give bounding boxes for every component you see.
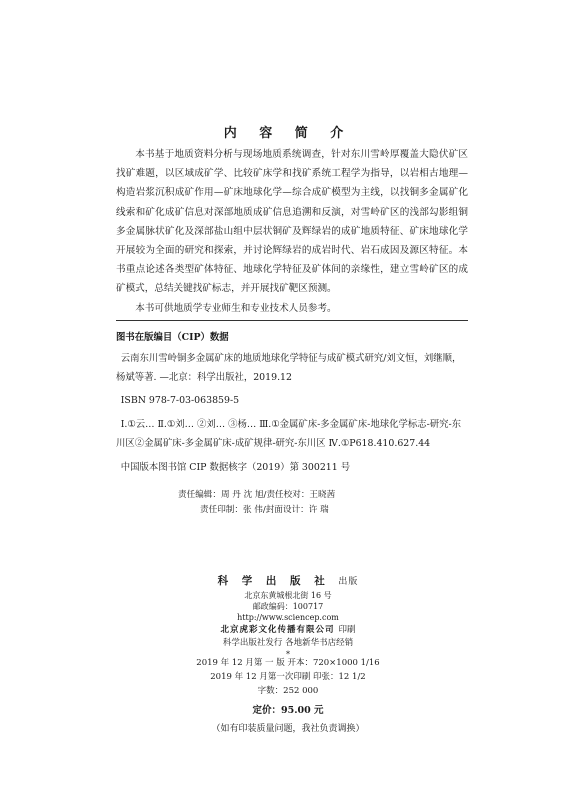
price-line: 定价：95.00 元 — [252, 705, 324, 716]
publisher-block — [0, 574, 576, 660]
publisher-postcode: 邮政编码：100717 — [252, 602, 324, 611]
publisher-name — [0, 574, 576, 590]
cip-data-block — [116, 329, 468, 478]
editors-label: 责任编辑： — [178, 490, 221, 500]
distribution-line: 科学出版社发行 各地新华书店经销 — [222, 638, 354, 648]
separator-mark: * — [286, 650, 290, 659]
cip-title-line: 云南东川雪岭铜多金属矿床的地质地球化学特征与成矿模式研究/刘文恒，刘继顺，杨斌等著. —北京：科学出版社，2019.12 — [116, 352, 462, 383]
cip-isbn: ISBN 978-7-03-063859-5 — [120, 395, 240, 407]
summary-text — [116, 145, 468, 318]
cip-classification: Ⅰ.①云… Ⅱ.①刘… ②刘… ③杨… Ⅲ.①金属矿床-多金属矿床-地球化学标志-研究-东川区②金属矿床-多金属矿床-成矿规律-研究-东川区 Ⅳ.①P618.410.627.44 — [116, 419, 462, 449]
wordcount-line: 字数：252 000 — [257, 686, 319, 696]
editors-names: 周 丹 沈 旭/责任校对：王晓茜 — [220, 490, 336, 500]
cip-library-number: 中国版本图书馆 CIP 数据核字（2019）第 300211 号 — [120, 461, 351, 473]
cip-heading: 图书在版编目（CIP）数据 — [116, 332, 229, 343]
publisher-name-suffix: 出版 — [338, 577, 359, 587]
printing-credits-row — [178, 503, 468, 518]
publisher-website: http://www.sciencep.com — [237, 613, 339, 622]
publisher-address: 北京东黄城根北街 16 号 — [244, 591, 332, 600]
printer-name-text: 北京虎彩文化传播有限公司 — [220, 625, 335, 635]
printer-name — [0, 623, 576, 637]
printer-name-suffix: 印刷 — [338, 625, 356, 635]
summary-paragraph-1: 本书基于地质资料分析与现场地质系统调查，针对东川雪岭厚覆盖大隐伏矿区找矿难题，以区域成矿学、比较矿床学和找矿系统工程学为指导，以岩相古地理—构造岩浆沉积成矿作用—矿床地球化学—综合成矿模型为主线，以找铜多金属矿化线索和矿化成矿信息对深部地质成矿信息追溯和反演，对雪岭矿区的浅部勾影组铜多金属脉状矿化及深部盐山组中层状铜矿及辉绿岩的成矿地质特征、矿床地球化学开展较为全面的研究和探索，并讨论辉绿岩的成岩时代、岩石成因及源区特征。本书重点论述各类型矿体特征、地球化学特征及矿体间的亲缘性，建立雪岭矿区的成矿模式，总结关键找矿标志，并开展找矿靶区预测。 — [116, 149, 468, 295]
editor-credits-row — [178, 488, 468, 503]
summary-title: 内 容 简 介 — [223, 126, 353, 141]
edition-line: 2019 年 12 月第 一 版 开本：720×1000 1/16 — [196, 658, 380, 668]
quality-notice: （如有印装质量问题，我社负责调换） — [211, 724, 365, 734]
printing-names: 张 伟/封面设计：许 瑞 — [242, 504, 329, 515]
staff-credits — [178, 488, 468, 517]
printing-label: 责任印制： — [200, 504, 243, 515]
printing-line: 2019 年 12 月第一次印刷 印张：12 1/2 — [210, 672, 366, 682]
section-divider — [116, 320, 468, 321]
book-specs — [0, 656, 576, 736]
publisher-name-text: 科 学 出 版 社 — [217, 575, 330, 587]
summary-paragraph-2: 本书可供地质学专业师生和专业技术人员参考。 — [135, 302, 337, 314]
